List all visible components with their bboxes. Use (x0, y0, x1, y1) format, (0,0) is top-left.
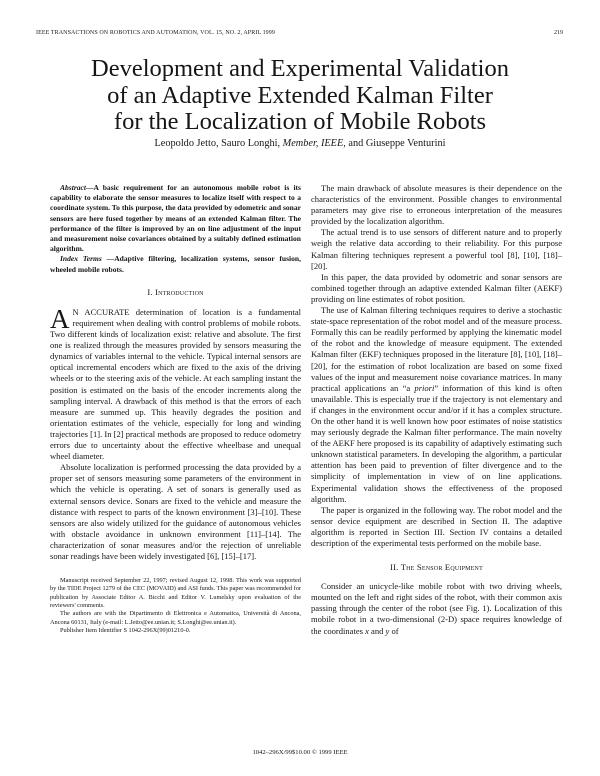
right-column (311, 183, 562, 637)
index-terms-text: —Adaptive filtering, localization systems, sensor fusion, wheeled mobile robots. (50, 254, 301, 274)
page-number: 219 (554, 30, 563, 36)
abstract-label: Abstract (60, 183, 86, 192)
section-heading-sensor-equipment: II. The Sensor Equipment (390, 562, 483, 573)
abstract-text: —A basic requirement for an autonomous mobile robot is its capability to elaborate the sensor measures to localize itself with respect to a coordinate system. To this purpose, the data provided by odometric and sonar sensors are here fused together by means of an extended Kalman filter. The performance of the filter is improved by an on line adjustment of the input and measurement noise covariances obtained by a suitably defined estimation algorithm. (50, 183, 301, 254)
left-column (50, 183, 301, 635)
sensor-paragraph-1-end: of (389, 625, 399, 636)
sensor-paragraph-1-and: and (368, 625, 386, 636)
copyright-notice: 1042–296X/99$10.00 © 1999 IEEE (252, 749, 348, 756)
body-paragraph-2: The actual trend is to use sensors of different nature and to properly weigh the relative data according to their reliability. For this purpose Kalman filtering techniques represent a powerful tool [8], [10], [18]–[20]. (311, 227, 562, 271)
footnote-manuscript: Manuscript received September 22, 1997; revised August 12, 1998. This work was supported by the TIDE Project 1279 of the CEC (MOVAID) and ASI funds. This paper was recommended for publication by Associate Editor A. Bicchi and Editor V. Lumelsky upon evaluation of the reviewers' comments. (50, 577, 301, 609)
index-terms (50, 254, 301, 274)
title-line-3: for the Localization of Mobile Robots (113, 108, 487, 135)
intro-paragraph-1 (50, 303, 301, 462)
body-paragraph-4-start: The use of Kalman filtering techniques requires to derive a stochastic state-space representation of the robot model and of the measure process. Formally this can be readily performed by applying the kinematic model of the robot and the knowledge of measure equipment. The extended Kalman filter (EKF) techniques proposed in the literature [8], [10], [18]–[20], for the estimation of robot localization are based on some fixed values of the input and measurement noise covariance matrices. In many practical applications an “a (311, 305, 562, 393)
index-terms-label: Index Terms (60, 254, 102, 264)
author-list (40, 138, 560, 149)
footnotes (50, 577, 301, 635)
authors-names: Leopoldo Jetto, Sauro Longhi, (154, 138, 283, 149)
abstract (50, 183, 301, 254)
title-line-1: Development and Experimental Validation (91, 55, 509, 82)
sensor-paragraph-1-start: Consider an unicycle-like mobile robot with two driving wheels, mounted on the left and right sides of the robot, with their common axis passing through the center of the robot (see Fig. 1). Localization of this mobile robot in a two-dimensional (2-D) space requires knowledge of the coordinates (311, 581, 562, 636)
footnote-identifier: Publisher Item Identifier S 1042-296X(99)01210-0. (60, 626, 191, 634)
body-paragraph-4 (311, 305, 562, 505)
paper-title (40, 56, 560, 136)
a-priori-term: priori (414, 382, 435, 393)
member-title: Member, IEEE, (282, 138, 346, 149)
footnote-affiliation: The authors are with the Dipartimento di Elettronica e Automatica, Università di Ancona, Ancona 60131, Italy (e-mail: L.Jetto@ee.unian.it; S.Longhi@ee.unian.it). (50, 610, 301, 626)
drop-cap: A (50, 303, 70, 334)
title-line-2: of an Adaptive Extended Kalman Filter (107, 81, 493, 109)
sensor-paragraph-1 (311, 581, 562, 636)
variable-x: x (365, 625, 369, 636)
intro-paragraph-2: Absolute localization is performed processing the data provided by a proper set of sensors measuring some parameters of the environment in which the vehicle is operating. A set of sonars is generally used as external sensors device. Sonars are fixed to the vehicle and measure the distance with respect to parts of the known environment [3]–[10]. These sensors are also widely utilized for the guidance of autonomous vehicles with obstacle avoidance in unknown environment [11]–[14]. The characterization of sonar measures and/or the rejection of unreliable sonar readings have been widely investigated [6], [15]–[17]. (50, 462, 301, 561)
running-head: IEEE TRANSACTIONS ON ROBOTICS AND AUTOMATION, VOL. 15, NO. 2, APRIL 1999 (36, 30, 275, 36)
variable-y: y (385, 625, 390, 636)
section-heading-introduction: I. Introduction (147, 286, 204, 297)
authors-last: and Giuseppe Venturini (345, 138, 446, 149)
body-paragraph-1: The main drawback of absolute measures is their dependence on the characteristics of the environment. Possible changes to environmental parameters may give rise to erroneous interpretation of the measures provided by the localization algorithm. (311, 183, 562, 227)
body-paragraph-4-end: ” information of this kind is often unavailable. This is especially true if the trajectory is not elementary and if changes in the environment occur and/or if it has a complex structure. On the other hand it is well known how poor estimates of noise statistics may seriously degrade the Kalman filter performance. The main novelty of the AEKF here proposed is its capability of adaptively estimating such unknown statistical parameters. In developing the algorithm, a particular attention has been paid to prevention of filter divergence and to the simplicity of implementation in view of on line applications. Experimental validation shows the effectiveness of the proposed algorithm. (311, 382, 563, 504)
body-paragraph-5: The paper is organized in the following way. The robot model and the sensor device equipment are described in Section II. The adaptive algorithm is reported in Section III. Section IV contains a detailed description of the experimental tests performed on the mobile base. (311, 504, 562, 548)
intro-paragraph-1-text: N ACCURATE determination of location is a fundamental requirement when dealing with control problems of mobile robots. Two different kinds of localization exist: relative and absolute. The first one is realized through the measures provided by sensors measuring the dynamics of variables internal to the vehicle. Typical internal sensors are optical incremental encoders which are fixed to the axis of the driving wheels or to the steering axis of the vehicle. At each sampling instant the position is estimated on the basis of the encoder increments along the sampling interval. A drawback of this method is that the errors of each measure are summed up. This heavily degrades the position and orientation estimates of the vehicle, especially for long and winding trajectories [1]. In [2] practical methods are proposed to reduce odometry errors due to uncertainty about the effective wheelbase and unequal wheel diameter. (50, 306, 301, 462)
body-paragraph-3: In this paper, the data provided by odometric and sonar sensors are combined together through an adaptive extended Kalman filter (AEKF) providing on line estimates of robot position. (311, 271, 562, 304)
